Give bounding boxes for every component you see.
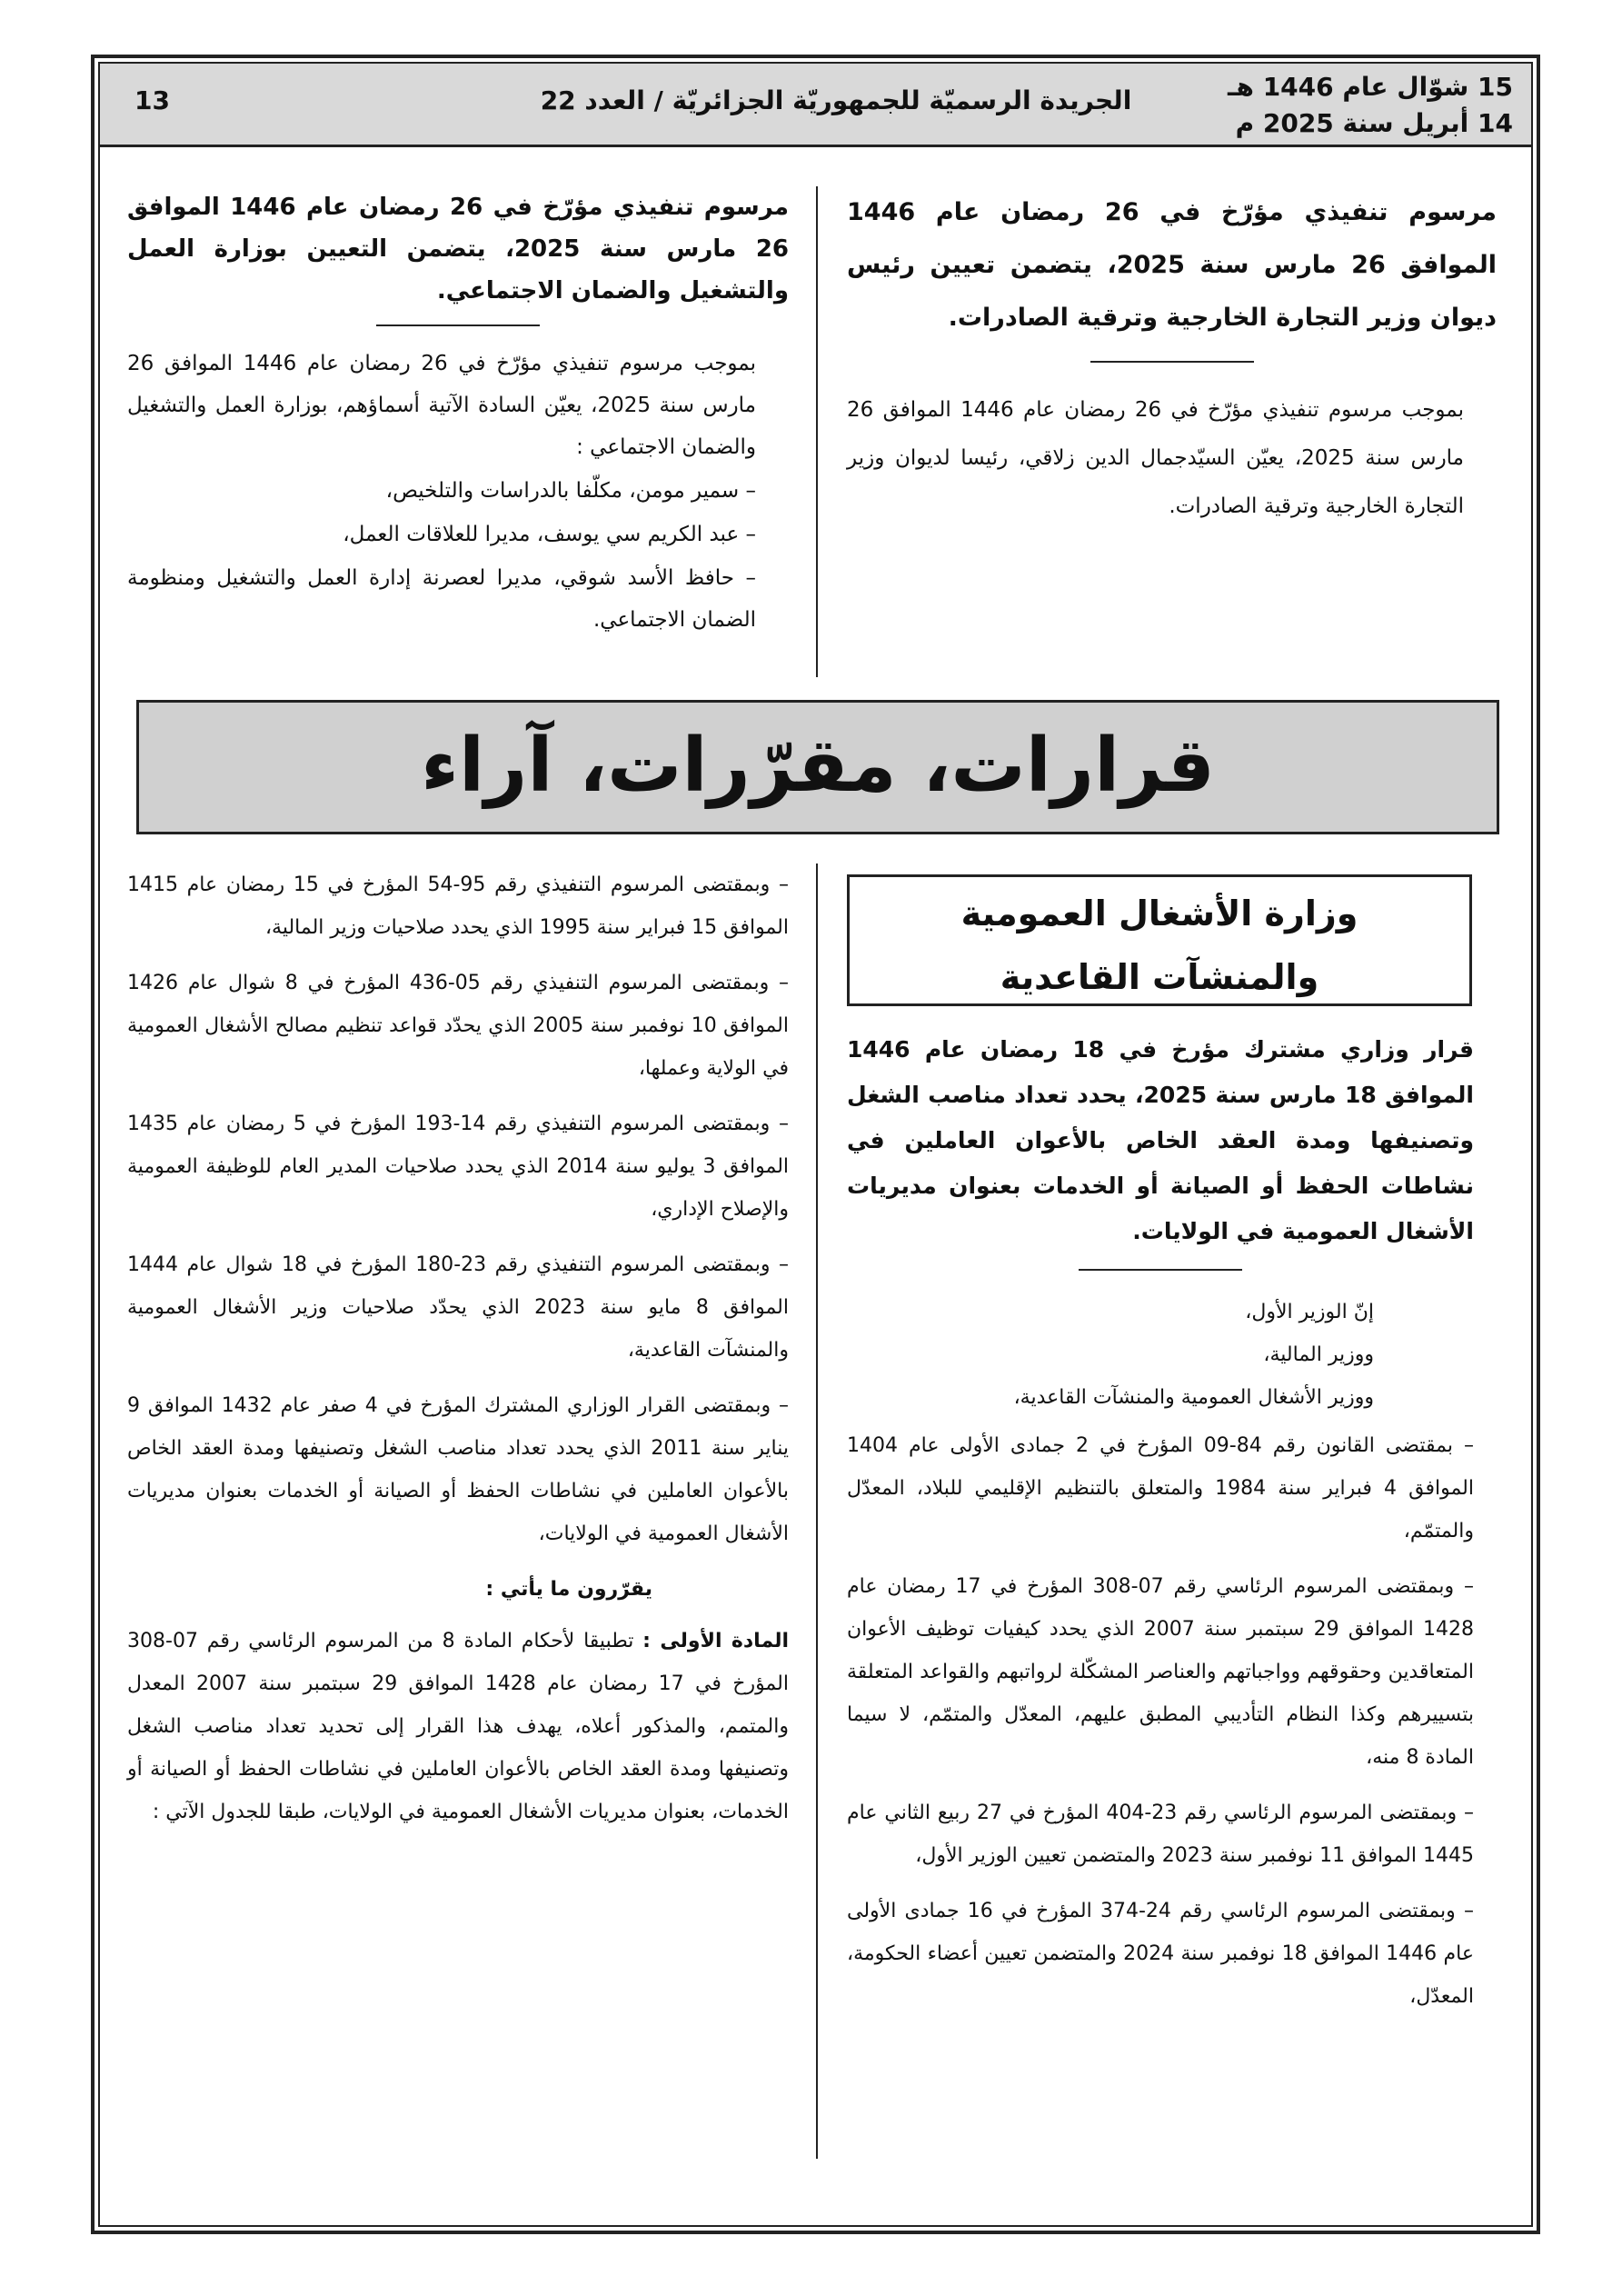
separator <box>1090 361 1254 363</box>
section-banner <box>136 700 1499 834</box>
decide-heading: يقرّرون ما يأتي : <box>485 1578 652 1601</box>
legal-basis-paragraph: – وبمقتضى القرار الوزاري المشترك المؤرخ في 4 صفر عام 1432 الموافق 9 يناير سنة 2011 الذي يحدد تعداد مناصب الشغل وتصنيفها ومدة العقد الخاص بالأعوان العاملين في نشاطات الحفظ أو الصيانة أو الخدمات بعنوان مديريات الأشغال العمومية في الولايات، <box>127 1394 789 1545</box>
legal-basis-paragraph: – وبمقتضى المرسوم التنفيذي رقم 95-54 المؤرخ في 15 رمضان عام 1415 الموافق 15 فبراير سنة 1995 الذي يحدد صلاحيات وزير المالية، <box>127 873 789 939</box>
separator <box>1079 1269 1242 1271</box>
header-dates <box>1228 69 1513 142</box>
header-date-hijri: 15 شوّال عام 1446 هـ <box>1227 72 1513 102</box>
list-item: – عبد الكريم سي يوسف، مديرا للعلاقات العمل، <box>343 523 756 546</box>
legal-basis-paragraph: – بمقتضى القانون رقم 84-09 المؤرخ في 2 جمادى الأولى عام 1404 الموافق 4 فبراير سنة 1984 والمتعلق بالتنظيم الإقليمي للبلاد، المعدّل والمتمّم، <box>847 1434 1474 1542</box>
column-divider <box>816 186 818 677</box>
article-labor-appointments <box>127 186 789 643</box>
legal-basis-paragraph: – وبمقتضى المرسوم الرئاسي رقم 23-404 المؤرخ في 27 ربيع الثاني عام 1445 الموافق 11 نوفمبر سنة 2023 والمتضمن تعيين الوزير الأول، <box>847 1802 1474 1867</box>
article-1-body: تطبيقا لأحكام المادة 8 من المرسوم الرئاسي رقم 07-308 المؤرخ في 17 رمضان عام 1428 الموافق 29 سبتمبر سنة 2007 المعدل والمتمم، والمذكور أعلاه، يهدف هذا القرار إلى تحديد تعداد مناصب الشغل وتصنيفها ومدة العقد الخاص بالأعوان العاملين في نشاطات الحفظ أو الصيانة أو الخدمات، بعنوان مديريات الأشغال العمومية في الولايات، طبقا للجدول الآتي : <box>127 1630 789 1823</box>
article-title: مرسوم تنفيذي مؤرّخ في 26 رمضان عام 1446 الموافق 26 مارس سنة 2025، يتضمن تعيين رئيس ديوان وزير التجارة الخارجية وترقية الصادرات. <box>847 198 1497 332</box>
signatory: إنّ الوزير الأول، <box>1245 1301 1374 1323</box>
legal-basis-paragraph: – وبمقتضى المرسوم التنفيذي رقم 14-193 المؤرخ في 5 رمضان عام 1435 الموافق 3 يوليو سنة 2014 الذي يحدد صلاحيات المدير العام للوظيفة العمومية والإصلاح الإداري، <box>127 1113 790 1221</box>
list-item: – حافظ الأسد شوقي، مديرا لعصرنة إدارة العمل والتشغيل ومنظومة الضمان الاجتماعي. <box>127 566 756 632</box>
article-1 <box>127 1620 789 1833</box>
article-title: مرسوم تنفيذي مؤرّخ في 26 رمضان عام 1446 الموافق 26 مارس سنة 2025، يتضمن التعيين بوزارة العمل والتشغيل والضمان الاجتماعي. <box>127 194 790 304</box>
legal-basis-paragraph: – وبمقتضى المرسوم الرئاسي رقم 07-308 المؤرخ في 17 رمضان عام 1428 الموافق 29 سبتمبر سنة 2007 الذي يحدد كيفيات توظيف الأعوان المتعاقدين وحقوقهم وواجباتهم والعناصر المشكّلة لرواتبهم والقواعد المتعلقة بتسييرهم وكذا النظام التأديبي المطبق عليهم، المعدّل والمتمّم، لا سيما المادة 8 منه، <box>847 1575 1474 1769</box>
article-intro: بموجب مرسوم تنفيذي مؤرّخ في 26 رمضان عام 1446 الموافق 26 مارس سنة 2025، يعيّن السادة الآتية أسماؤهم، بوزارة العمل والتشغيل والضمان الاجتماعي : <box>127 352 756 459</box>
decision-title: قرار وزاري مشترك مؤرخ في 18 رمضان عام 1446 الموافق 18 مارس سنة 2025، يحدد تعداد مناصب الشغل وتصنيفها ومدة العقد الخاص بالأعوان العاملين في نشاطات الحفظ أو الصيانة أو الخدمات بعنوان مديريات الأشغال العمومية في الولايات. <box>847 1036 1474 1244</box>
column-divider <box>816 863 818 2159</box>
page-number: 13 <box>134 85 170 115</box>
decision-right-column <box>847 1027 1474 2031</box>
ministry-heading <box>847 874 1472 1006</box>
signatory: ووزير الأشغال العمومية والمنشآت القاعدية، <box>1013 1386 1374 1409</box>
page-header <box>100 64 1531 147</box>
legal-basis-paragraph: – وبمقتضى المرسوم التنفيذي رقم 05-436 المؤرخ في 8 شوال عام 1426 الموافق 10 نوفمبر سنة 2005 الذي يحدّد قواعد تنظيم مصالح الأشغال العمومية في الولاية وعملها، <box>127 972 790 1080</box>
header-title: الجريدة الرسميّة للجمهوريّة الجزائريّة / العدد 22 <box>540 85 1132 115</box>
section-banner-text: قرارات، مقرّرات، آراء <box>421 723 1215 809</box>
legal-basis-paragraph: – وبمقتضى المرسوم التنفيذي رقم 23-180 المؤرخ في 18 شوال عام 1444 الموافق 8 مايو سنة 2023 الذي يحدّد صلاحيات وزير الأشغال العمومية والمنشآت القاعدية، <box>127 1253 789 1362</box>
ministry-line-1: وزارة الأشغال العمومية <box>960 893 1358 933</box>
list-item: – سمير مومن، مكلّفا بالدراسات والتلخيص، <box>385 479 756 503</box>
article-1-heading: المادة الأولى : <box>642 1630 789 1652</box>
decision-left-column <box>127 863 789 1846</box>
article-body: بموجب مرسوم تنفيذي مؤرّخ في 26 رمضان عام 1446 الموافق 26 مارس سنة 2025، يعيّن السيّدجمال الدين زلاقي، رئيسا لديوان وزير التجارة الخارجية وترقية الصادرات. <box>847 398 1465 518</box>
separator <box>376 324 540 326</box>
article-chief-of-cabinet <box>847 186 1497 544</box>
ministry-line-2: والمنشآت القاعدية <box>1000 957 1319 997</box>
signatory: ووزير المالية، <box>1263 1343 1374 1366</box>
header-date-gregorian: 14 أبريل سنة 2025 م <box>1235 108 1513 138</box>
legal-basis-paragraph: – وبمقتضى المرسوم الرئاسي رقم 24-374 المؤرخ في 16 جمادى الأولى عام 1446 الموافق 18 نوفمبر سنة 2024 والمتضمن تعيين أعضاء الحكومة، المعدّل، <box>847 1900 1474 2008</box>
